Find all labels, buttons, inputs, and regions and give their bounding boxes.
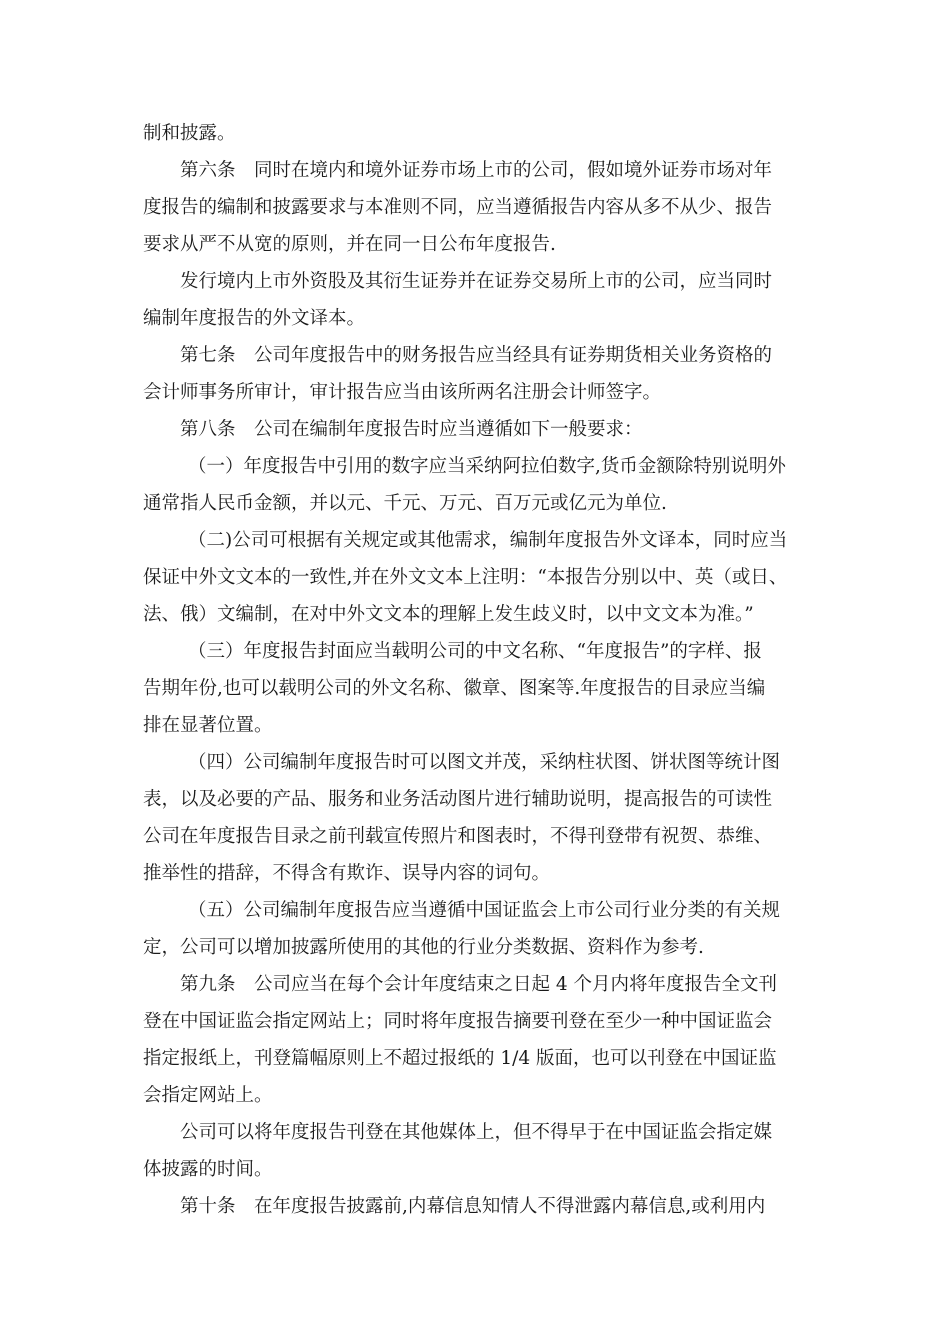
text-line: （四）公司编制年度报告时可以图文并茂，采纳柱状图、饼状图等统计图 [188, 752, 781, 773]
text-line: 要求从严不从宽的原则，并在同一日公布年度报告. [143, 234, 556, 255]
text-line: （三）年度报告封面应当载明公司的中文名称、“年度报告”的字样、报 [188, 641, 762, 662]
text-line: （二)公司可根据有关规定或其他需求，编制年度报告外文译本，同时应当 [188, 530, 788, 551]
text-line: 公司在年度报告目录之前刊载宣传照片和图表时，不得刊登带有祝贺、恭维、 [143, 826, 773, 847]
text-line: 第九条 公司应当在每个会计年度结束之日起 4 个月内将年度报告全文刊 [180, 974, 778, 995]
text-line: 指定报纸上，刊登篇幅原则上不超过报纸的 1/4 版面，也可以刊登在中国证监 [143, 1048, 777, 1069]
text-line: 排在显著位置。 [143, 715, 273, 736]
text-line: 第六条 同时在境内和境外证券市场上市的公司，假如境外证券市场对年 [180, 160, 773, 181]
text-line: 推举性的措辞，不得含有欺诈、误导内容的词句。 [143, 863, 551, 884]
text-line: 法、俄）文编制，在对中外文文本的理解上发生歧义时，以中文文本为准。” [143, 604, 754, 625]
text-line: 第十条 在年度报告披露前,内幕信息知情人不得泄露内幕信息,或利用内 [180, 1196, 766, 1217]
text-line: 会计师事务所审计，审计报告应当由该所两名注册会计师签字。 [143, 382, 662, 403]
text-line: 定，公司可以增加披露所使用的其他的行业分类数据、资料作为参考. [143, 937, 704, 958]
text-line: （一）年度报告中引用的数字应当采纳阿拉伯数字,货币金额除特别说明外 [188, 456, 786, 477]
text-line: （五）公司编制年度报告应当遵循中国证监会上市公司行业分类的有关规 [188, 900, 781, 921]
text-line: 会指定网站上。 [143, 1085, 273, 1106]
text-line: 发行境内上市外资股及其衍生证券并在证券交易所上市的公司，应当同时 [180, 271, 773, 292]
text-line: 告期年份,也可以载明公司的外文名称、徽章、图案等.年度报告的目录应当编 [143, 678, 766, 699]
text-line: 表，以及必要的产品、服务和业务活动图片进行辅助说明，提高报告的可读性 [143, 789, 773, 810]
text-line: 第八条 公司在编制年度报告时应当遵循如下一般要求： [180, 419, 643, 440]
text-line: 体披露的时间。 [143, 1159, 273, 1180]
text-line: 编制年度报告的外文译本。 [143, 308, 366, 329]
text-line: 度报告的编制和披露要求与本准则不同，应当遵循报告内容从多不从少、报告 [143, 197, 773, 218]
text-line: 登在中国证监会指定网站上；同时将年度报告摘要刊登在至少一种中国证监会 [143, 1011, 773, 1032]
text-line: 公司可以将年度报告刊登在其他媒体上，但不得早于在中国证监会指定媒 [180, 1122, 773, 1143]
text-line: 制和披露。 [143, 123, 236, 144]
text-line: 通常指人民币金额，并以元、千元、万元、百万元或亿元为单位. [143, 493, 667, 514]
text-line: 保证中外文文本的一致性,并在外文文本上注明：“本报告分别以中、英（或日、 [143, 567, 788, 588]
text-line: 第七条 公司年度报告中的财务报告应当经具有证券期货相关业务资格的 [180, 345, 773, 366]
